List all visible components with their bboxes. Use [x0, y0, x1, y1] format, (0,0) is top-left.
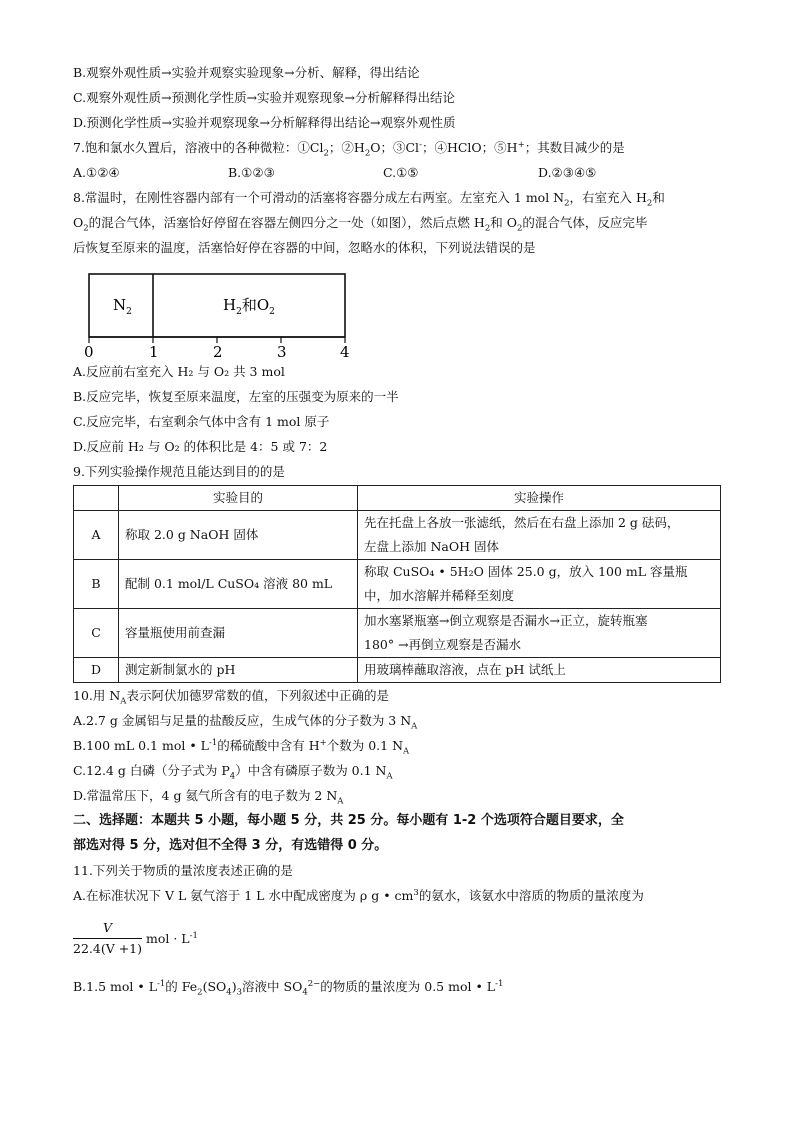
row-goal: 称取 2.0 g NaOH 固体 [119, 511, 358, 560]
table-header-empty [74, 486, 119, 511]
q11-option-a: A.在标准状况下 V L 氨气溶于 1 L 水中配成密度为 ρ g • $cm^3$的氨水，该氨水中溶质的物质的量浓度为 [73, 887, 644, 903]
row-operation: 加水塞紧瓶塞→倒立观察是否漏水→正立，旋转瓶塞 180° →再倒立观察是否漏水 [358, 609, 721, 658]
fraction-denominator: 22.4(V +1) [73, 940, 143, 956]
q8-stem-line1: 8.常温时，在刚性容器内部有一个可滑动的活塞将容器分成左右两室。左室充入 1 mol $N_2$，右室充入 $H_2$和 [73, 190, 665, 209]
concentration-fraction [73, 918, 142, 959]
row-label: B [74, 560, 119, 609]
table-header-row [74, 486, 721, 511]
q11-stem: 11.下列关于物质的量浓度表述正确的是 [73, 863, 293, 878]
q7-option-c: C.①⑤ [383, 165, 419, 180]
q7-option-b: B.①②③ [228, 165, 275, 180]
table-row [74, 609, 721, 658]
tick-label-0: 0 [84, 343, 94, 357]
q11-option-a-formula [73, 910, 728, 966]
tick-label-2: 2 [213, 343, 223, 357]
option-b-line: B.观察外观性质→实验并观察实验现象→分析、解释，得出结论 [73, 65, 420, 80]
piston-container-diagram [73, 262, 728, 357]
row-label: A [74, 511, 119, 560]
q7-options [73, 160, 728, 185]
option-c-line: C.观察外观性质→预测化学性质→实验并观察现象→分析解释得出结论 [73, 90, 456, 105]
q8-option-a: A.反应前右室充入 H₂ 与 O₂ 共 3 mol [73, 364, 285, 379]
row-goal: 容量瓶使用前查漏 [119, 609, 358, 658]
q7-option-d: D.②③④⑤ [538, 165, 597, 180]
q10-stem: 10.用 $N_A$表示阿伏加德罗常数的值，下列叙述中正确的是 [73, 688, 389, 707]
row-goal: 测定新制氯水的 pH [119, 658, 358, 683]
container-figure [73, 262, 363, 357]
left-chamber-label: $N_2$ [113, 296, 132, 317]
section2-heading-line2: 部选对得 5 分，选对但不全得 3 分，有选错得 0 分。 [73, 838, 388, 853]
fraction-unit: mol · $L^{-1}$ [146, 930, 198, 946]
table-header-goal: 实验目的 [119, 486, 358, 511]
q7-option-a: A.①②④ [73, 165, 120, 180]
table-row [74, 511, 721, 560]
row-label: C [74, 609, 119, 658]
tick-label-1: 1 [149, 343, 159, 357]
section2-heading-line1: 二、选择题：本题共 5 小题，每小题 5 分，共 25 分。每小题有 1-2 个选项符合题目要求，全 [73, 813, 624, 828]
table-row [74, 560, 721, 609]
q8-stem-line3: 后恢复至原来的温度，活塞恰好停在容器的中间，忽略水的体积，下列说法错误的是 [73, 240, 536, 255]
q10-option-c: C.12.4 g 白磷（分子式为 $P_4$）中含有磷原子数为 0.1 $N_A$ [73, 763, 393, 782]
q8-option-b: B.反应完毕，恢复至原来温度，左室的压强变为原来的一半 [73, 389, 399, 404]
q7-stem: 7.饱和氯水久置后，溶液中的各种微粒：$①Cl_2$；$②H_2O$；③Cl-；④HClO；⑤H+；其数目减少的是 [73, 139, 625, 159]
q8-option-c: C.反应完毕，右室剩余气体中含有 1 mol 原子 [73, 414, 330, 429]
q10-option-a: A.2.7 g 金属铝与足量的盐酸反应，生成气体的分子数为 3 $N_A$ [73, 713, 418, 732]
container-outline [89, 274, 345, 337]
q8-option-d: D.反应前 H₂ 与 O₂ 的体积比是 4：5 或 7：2 [73, 439, 328, 454]
right-chamber-label: $H_2$和$O_2$ [223, 296, 275, 317]
tick-label-3: 3 [277, 343, 287, 357]
table-header-operation: 实验操作 [358, 486, 721, 511]
row-goal: 配制 0.1 mol/L CuSO₄ 溶液 80 mL [119, 560, 358, 609]
exam-page [73, 60, 728, 999]
row-operation: 用玻璃棒蘸取溶液，点在 pH 试纸上 [358, 658, 721, 683]
row-operation: 称取 CuSO₄ • 5H₂O 固体 25.0 g，放入 100 mL 容量瓶 中，加水溶解并稀释至刻度 [358, 560, 721, 609]
fraction-numerator: V [73, 918, 142, 939]
q10-option-b: B.100 mL 0.1 mol • $L^{-1}$的稀硫酸中含有 H+个数为 0.1 $N_A$ [73, 737, 410, 757]
option-d-line: D.预测化学性质→实验并观察现象→分析解释得出结论→观察外观性质 [73, 115, 456, 130]
q9-experiment-table [73, 485, 721, 683]
q8-stem-line2: $O_2$的混合气体，活塞恰好停留在容器左侧四分之一处（如图），然后点燃 $H_2$和 $O_2$的混合气体，反应完毕 [73, 215, 648, 234]
table-row [74, 658, 721, 683]
q11-option-b: B.1.5 mol • $L^{-1}$的 $Fe_2(SO_4)_3$溶液中 $SO_4^{2-}$的物质的量浓度为 0.5 mol • $L^{-1}$ [73, 978, 504, 998]
q9-stem: 9.下列实验操作规范且能达到目的的是 [73, 464, 285, 479]
tick-label-4: 4 [340, 343, 350, 357]
q10-option-d: D.常温常压下，4 g 氦气所含有的电子数为 2 $N_A$ [73, 788, 344, 807]
row-operation: 先在托盘上各放一张滤纸，然后在右盘上添加 2 g 砝码， 左盘上添加 NaOH 固体 [358, 511, 721, 560]
row-label: D [74, 658, 119, 683]
